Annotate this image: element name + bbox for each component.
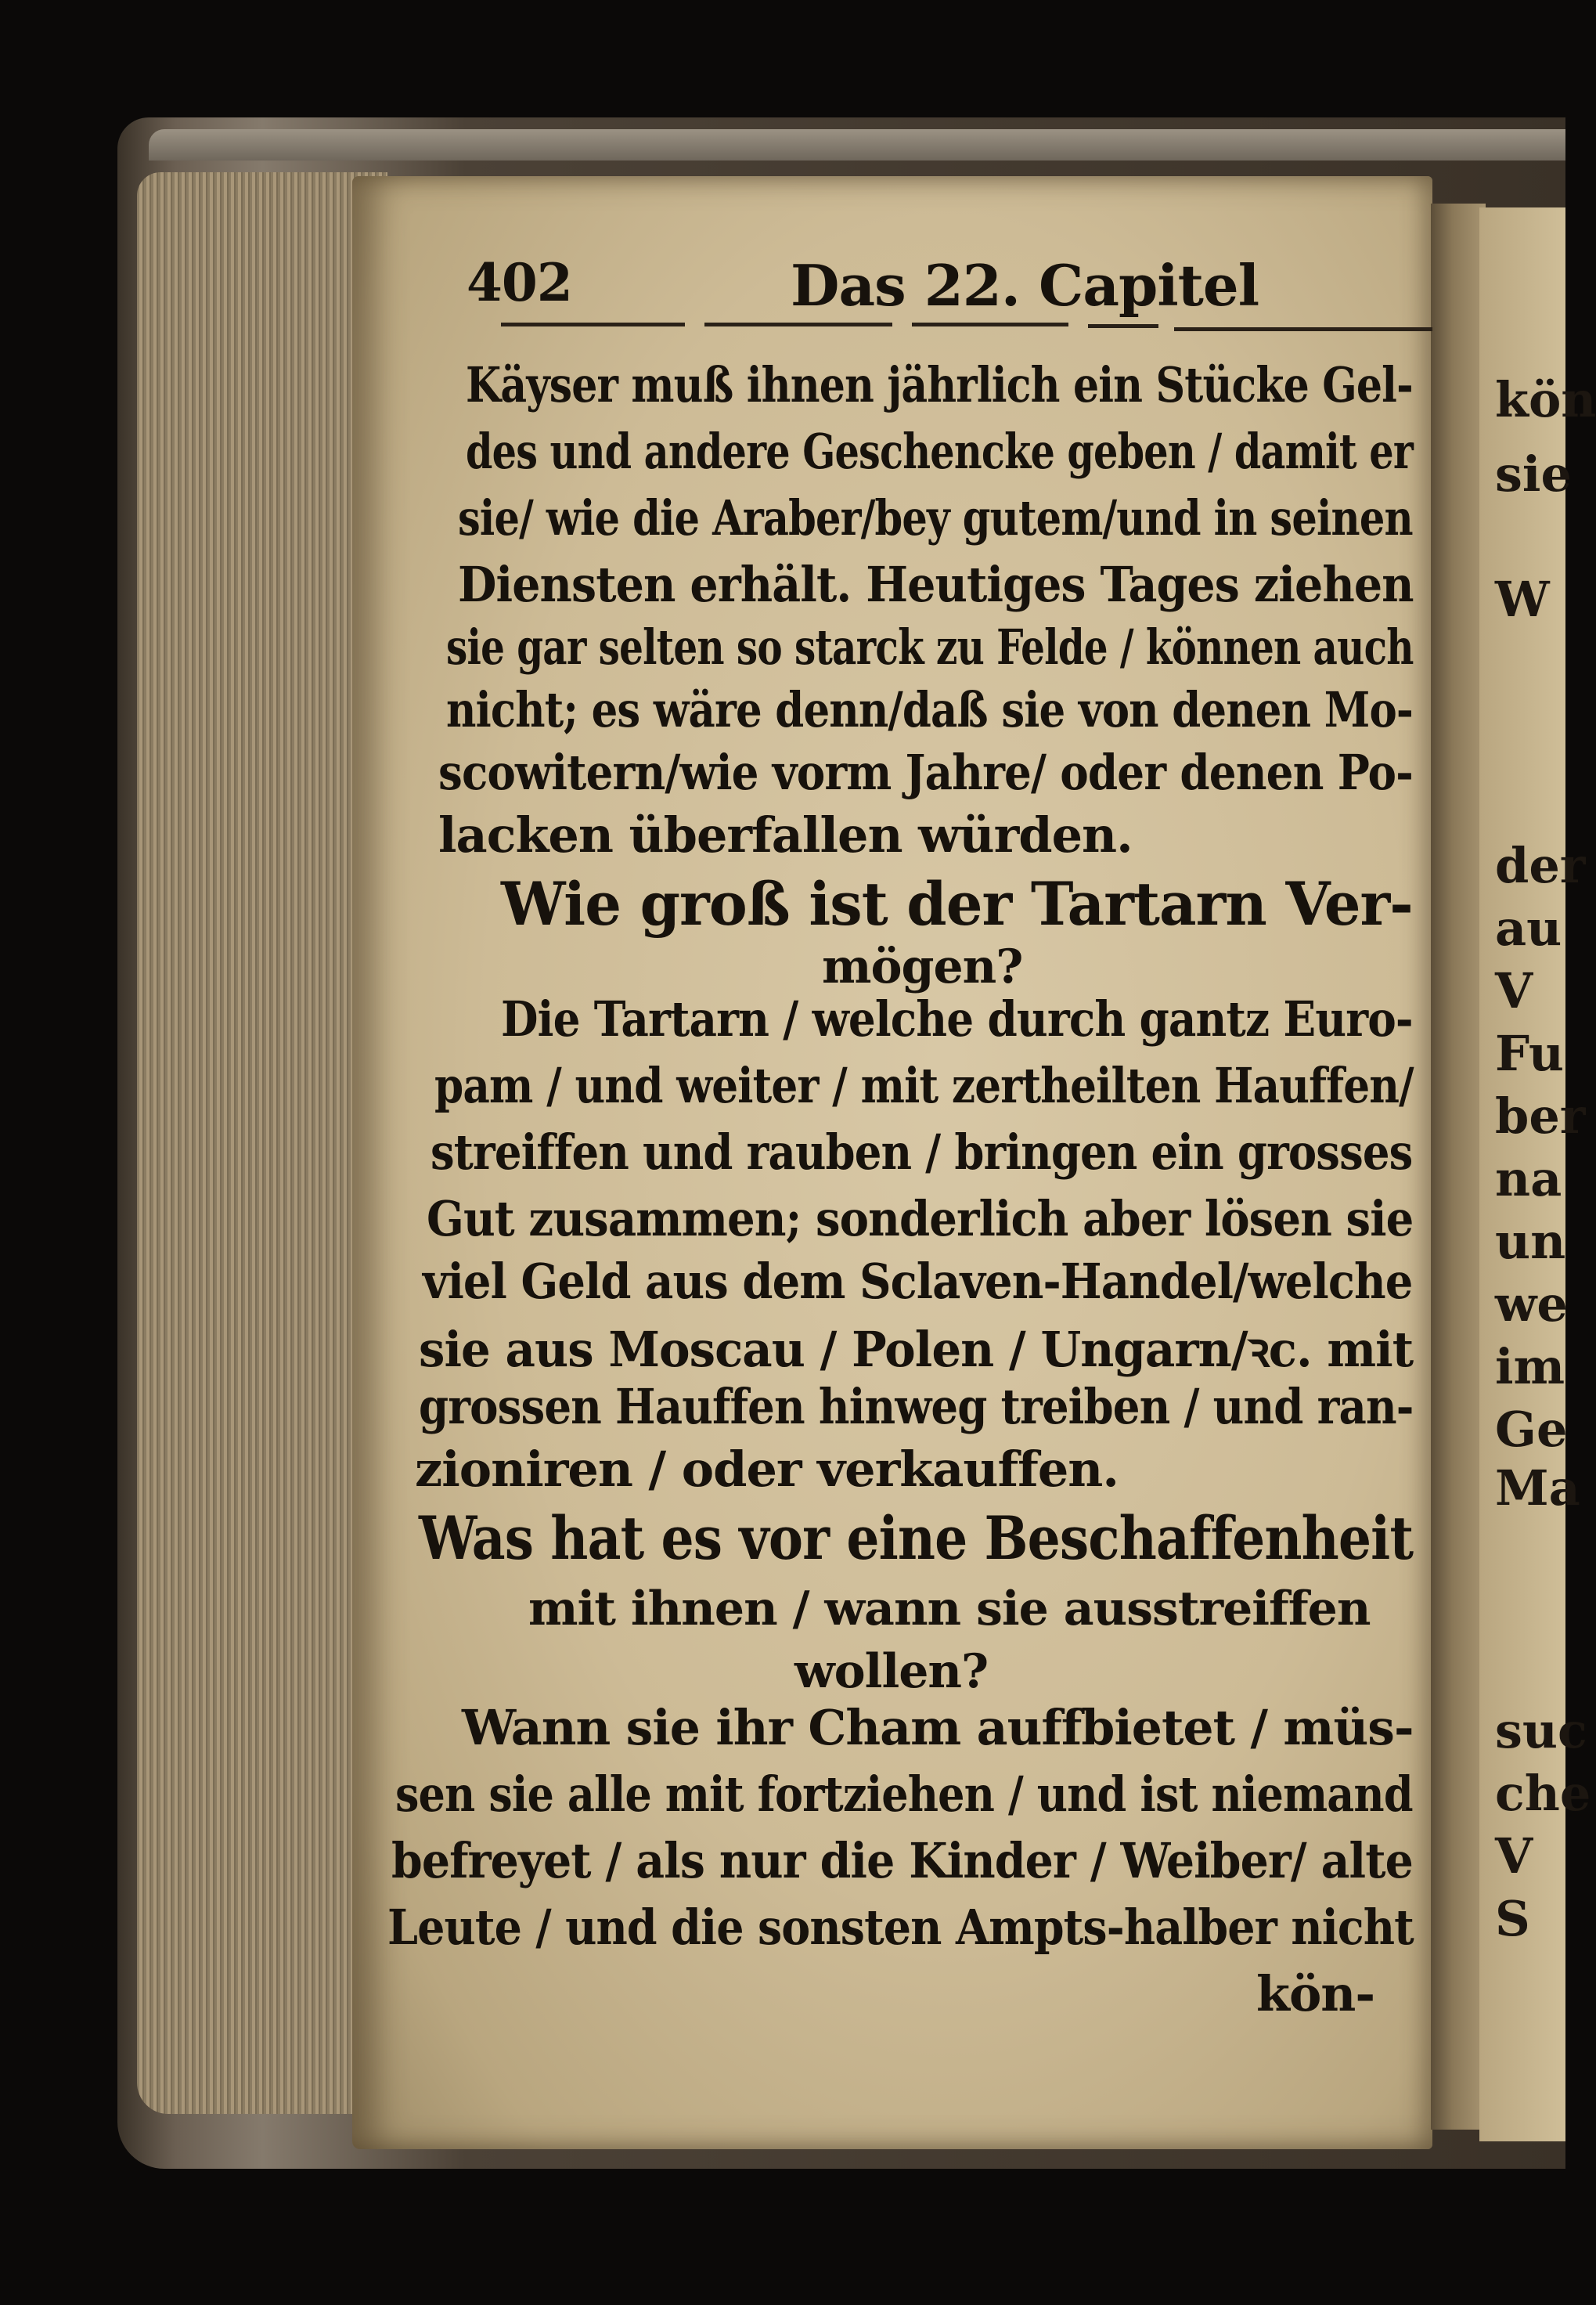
fragment: au bbox=[1495, 900, 1562, 957]
body-line: lacken überfallen würden. bbox=[438, 806, 1133, 864]
fragment: suc bbox=[1495, 1702, 1587, 1759]
fragment: Ge bbox=[1495, 1401, 1568, 1458]
header-rule bbox=[1088, 324, 1158, 328]
body-line: nicht; es wäre denn/daß sie von denen Mo- bbox=[446, 681, 1413, 738]
answer-line: Wann sie ihr Cham auffbietet / müs- bbox=[462, 1699, 1414, 1756]
question-heading: wollen? bbox=[794, 1644, 989, 1699]
fragment: na bbox=[1495, 1150, 1562, 1207]
fragment: kön bbox=[1495, 371, 1596, 428]
fragment: sie bbox=[1495, 445, 1572, 503]
answer-line: streiffen und rauben / bringen ein grosses bbox=[431, 1124, 1413, 1181]
answer-line: sen sie alle mit fortziehen / und ist niemand bbox=[395, 1766, 1413, 1823]
fragment: der bbox=[1495, 837, 1586, 894]
fragment: un bbox=[1495, 1213, 1566, 1270]
answer-line: Gut zusammen; sonderlich aber lösen sie bbox=[427, 1190, 1414, 1247]
header-rule bbox=[704, 323, 892, 326]
answer-line: zioniren / oder verkauffen. bbox=[415, 1441, 1119, 1498]
fragment: Fu bbox=[1495, 1025, 1565, 1082]
answer-line: sie aus Moscau / Polen / Ungarn/ꝛc. mit bbox=[419, 1321, 1414, 1378]
body-line: sie gar selten so starck zu Felde / können auch bbox=[446, 619, 1414, 676]
answer-line: pam / und weiter / mit zertheilten Hauffen/ bbox=[434, 1057, 1414, 1114]
fragment: V bbox=[1495, 1827, 1533, 1885]
page-number: 402 bbox=[467, 252, 572, 313]
question-heading: Wie groß ist der Tartarn Ver- bbox=[501, 869, 1413, 939]
header-rule bbox=[501, 323, 685, 326]
body-line: Diensten erhält. Heutiges Tages ziehen bbox=[458, 556, 1414, 613]
question-heading: Was hat es vor eine Beschaffenheit bbox=[419, 1503, 1414, 1573]
body-line: des und andere Geschencke geben / damit er bbox=[466, 423, 1414, 480]
fragment: Ma bbox=[1495, 1459, 1580, 1517]
answer-line: Leute / und die sonsten Ampts-halber nicht bbox=[387, 1899, 1414, 1956]
answer-line: grossen Hauffen hinweg treiben / und ran- bbox=[419, 1378, 1414, 1435]
answer-line: befreyet / als nur die Kinder / Weiber/ alte bbox=[391, 1832, 1413, 1889]
fragment: S bbox=[1495, 1890, 1530, 1947]
fragment: che bbox=[1495, 1765, 1591, 1822]
question-heading: mit ihnen / wann sie ausstreiffen bbox=[528, 1582, 1371, 1636]
body-line: Käyser muß ihnen jährlich ein Stücke Gel- bbox=[466, 356, 1413, 413]
fragment: ber bbox=[1495, 1088, 1586, 1145]
answer-line: viel Geld aus dem Sclaven-Handel/welche bbox=[423, 1253, 1413, 1310]
header-rule bbox=[1174, 327, 1432, 331]
body-line: scowitern/wie vorm Jahre/ oder denen Po- bbox=[438, 744, 1413, 801]
fragment: V bbox=[1495, 962, 1533, 1019]
fragment: im bbox=[1495, 1338, 1565, 1395]
fragment: W bbox=[1495, 571, 1550, 628]
body-line: sie/ wie die Araber/bey gutem/und in seinen bbox=[458, 489, 1413, 546]
running-title: Das 22. Capitel bbox=[791, 252, 1259, 319]
catchword: kön- bbox=[1256, 1965, 1375, 2022]
fragment: we bbox=[1495, 1275, 1568, 1333]
answer-line: Die Tartarn / welche durch gantz Euro- bbox=[501, 990, 1413, 1048]
question-heading: mögen? bbox=[822, 940, 1023, 994]
header-rule bbox=[912, 323, 1068, 326]
